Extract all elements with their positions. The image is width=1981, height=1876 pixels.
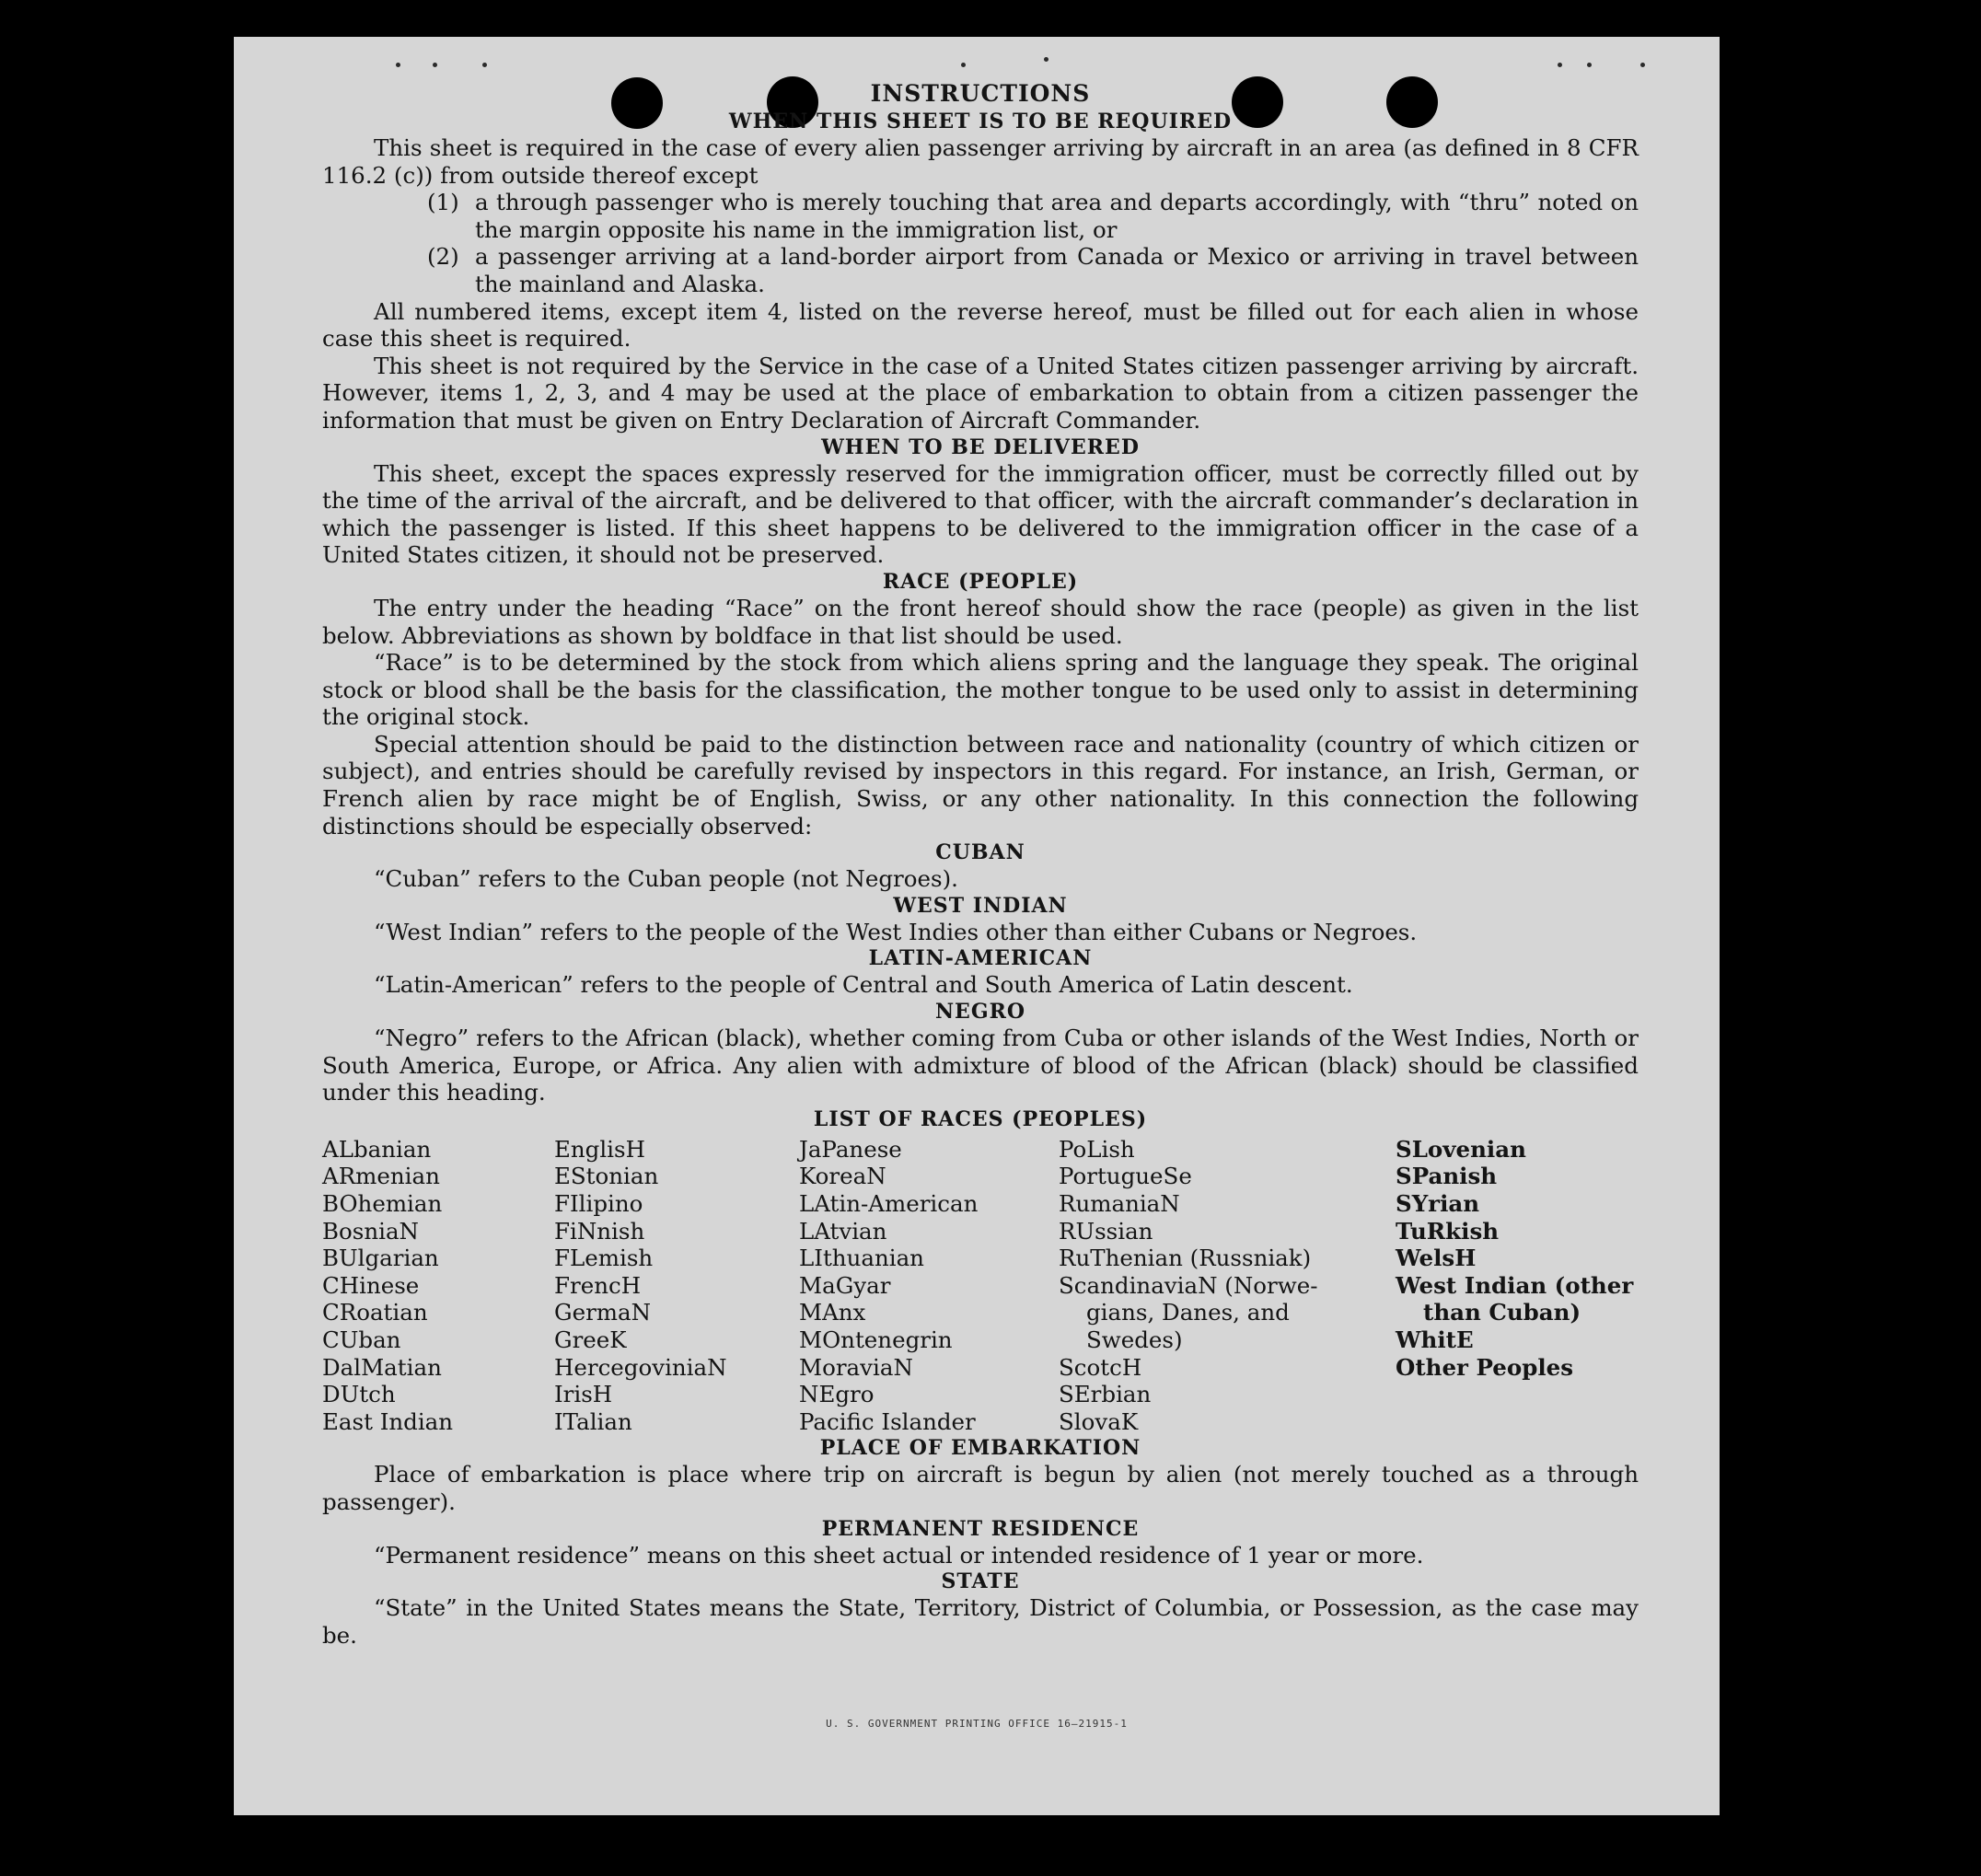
paragraph: “Permanent residence” means on this sheet actual or intended residence of 1 year or more.	[374, 1541, 1424, 1569]
race-column	[799, 1136, 1059, 1436]
race-entry: JaPanese	[799, 1135, 902, 1163]
race-entry: FLemish	[554, 1245, 654, 1272]
race-entry: SYrian	[1396, 1190, 1480, 1217]
race-entry: CHinese	[322, 1271, 420, 1299]
paragraph: This sheet is not required by the Service in the case of a United States citizen passenger arriving by aircraft. However, items 1, 2, 3, and 4 may be used at the place of embarkation to obtain from a citizen passenger the information that must be given on Entry Declaration of Aircraft Commander.	[322, 352, 1639, 434]
section-heading-delivered: WHEN TO BE DELIVERED	[821, 434, 1140, 459]
race-entry: HercegoviniaN	[554, 1353, 727, 1381]
race-entry: MOntenegrin	[799, 1326, 953, 1353]
list-item	[322, 243, 1639, 297]
section-heading-latin-american: LATIN-AMERICAN	[868, 946, 1093, 971]
race-entry: CUban	[322, 1326, 401, 1353]
speck	[1558, 63, 1562, 67]
speck	[1044, 57, 1048, 62]
speck	[1640, 63, 1645, 67]
race-entry: SLovenian	[1396, 1135, 1526, 1163]
race-entry: MAnx	[799, 1299, 866, 1326]
paragraph: This sheet, except the spaces expressly reserved for the immigration officer, must be correctly filled out by the time of the arrival of the aircraft, and be delivered to that officer, with the aircraft commander’s declaration in which the passenger is listed. If this sheet happens to be delivered to the immigration officer in the case of a United States citizen, it should not be preserved.	[322, 459, 1639, 569]
paragraph: “Cuban” refers to the Cuban people (not Negroes).	[374, 865, 958, 893]
race-entry: LIthuanian	[799, 1245, 924, 1272]
race-entry: FIlipino	[554, 1190, 643, 1217]
race-entry: SPanish	[1396, 1163, 1498, 1190]
section-heading-required: WHEN THIS SHEET IS TO BE REQUIRED	[728, 110, 1233, 133]
race-entry: BOhemian	[322, 1190, 443, 1217]
section-heading-negro: NEGRO	[934, 1000, 1026, 1025]
race-entry: MoraviaN	[799, 1353, 913, 1381]
paragraph: “Negro” refers to the African (black), whether coming from Cuba or other islands of the West Indies, North or South America, Europe, or Africa. Any alien with admixture of blood of the African (black) should be classified under this heading.	[322, 1025, 1639, 1106]
race-list	[322, 1136, 1639, 1436]
race-entry: Swedes)	[1086, 1326, 1183, 1353]
race-entry: BosniaN	[322, 1217, 419, 1245]
race-entry: FiNnish	[554, 1217, 645, 1245]
item-text: a through passenger who is merely touching that area and departs accordingly, with “thru” noted on the margin opposite his name in the immigration list, or	[475, 189, 1639, 243]
paragraph: All numbered items, except item 4, listed on the reverse hereof, must be filled out for each alien in whose case this sheet is required.	[322, 297, 1639, 353]
printer-imprint: U. S. GOVERNMENT PRINTING OFFICE 16—21915-1	[826, 1718, 1128, 1730]
section-heading-cuban: CUBAN	[935, 840, 1025, 865]
item-number: (1)	[427, 189, 459, 216]
speck	[433, 63, 437, 67]
race-entry: PoLish	[1059, 1135, 1135, 1163]
race-entry: GreeK	[554, 1326, 627, 1353]
speck	[482, 63, 487, 67]
race-entry: RumaniaN	[1059, 1190, 1180, 1217]
race-entry: LAtvian	[799, 1217, 887, 1245]
section-heading-residence: PERMANENT RESIDENCE	[821, 1516, 1140, 1541]
paragraph: Place of embarkation is place where trip on aircraft is begun by alien (not merely touched as a through passenger).	[322, 1461, 1639, 1515]
item-number: (2)	[427, 243, 459, 271]
race-entry: MaGyar	[799, 1271, 891, 1299]
page-title: INSTRUCTIONS	[870, 80, 1091, 107]
race-entry: RuThenian (Russniak)	[1059, 1245, 1312, 1272]
race-entry: WelsH	[1396, 1245, 1477, 1272]
race-entry: Other Peoples	[1396, 1353, 1574, 1381]
section-heading-race: RACE (PEOPLE)	[882, 569, 1079, 594]
race-entry: CRoatian	[322, 1299, 428, 1326]
race-entry: PortugueSe	[1059, 1163, 1192, 1190]
race-entry: NEgro	[799, 1381, 875, 1408]
race-entry: West Indian (other	[1396, 1271, 1634, 1299]
race-entry: LAtin-American	[799, 1190, 979, 1217]
paragraph: This sheet is required in the case of every alien passenger arriving by aircraft in an area (as defined in 8 CFR 116.2 (c)) from outside thereof except	[322, 134, 1639, 189]
race-entry: ScandinaviaN (Norwe-	[1059, 1271, 1318, 1299]
instructions-content	[322, 79, 1639, 1649]
race-column	[1059, 1136, 1396, 1436]
race-entry: SErbian	[1059, 1381, 1152, 1408]
race-entry: BUlgarian	[322, 1245, 439, 1272]
race-entry: SlovaK	[1059, 1407, 1139, 1435]
section-heading-embarkation: PLACE OF EMBARKATION	[819, 1436, 1141, 1461]
race-entry: Pacific Islander	[799, 1407, 976, 1435]
race-entry: EnglisH	[554, 1135, 645, 1163]
paragraph: “West Indian” refers to the people of the West Indies other than either Cubans or Negroes.	[374, 918, 1418, 945]
item-text: a passenger arriving at a land-border airport from Canada or Mexico or arriving in travel between the mainland and Alaska.	[475, 243, 1639, 297]
section-heading-state: STATE	[941, 1569, 1020, 1594]
paragraph: The entry under the heading “Race” on the front hereof should show the race (people) as given in the list below. Abbreviations as shown by boldface in that list should be used.	[322, 594, 1639, 649]
race-entry: FrencH	[554, 1271, 642, 1299]
race-entry: East Indian	[322, 1407, 454, 1435]
race-entry: than Cuban)	[1423, 1299, 1581, 1326]
section-heading-list-of-races: LIST OF RACES (PEOPLES)	[813, 1106, 1148, 1131]
race-entry: DalMatian	[322, 1353, 442, 1381]
race-entry: RUssian	[1059, 1217, 1153, 1245]
section-heading-west-indian: WEST INDIAN	[893, 893, 1068, 918]
race-column	[554, 1136, 799, 1436]
race-entry: WhitE	[1396, 1326, 1474, 1353]
speck	[1587, 63, 1592, 67]
race-entry: KoreaN	[799, 1163, 886, 1190]
race-column	[1396, 1136, 1639, 1436]
speck	[396, 63, 400, 67]
race-entry: DUtch	[322, 1381, 396, 1408]
race-entry: gians, Danes, and	[1086, 1299, 1290, 1326]
race-entry: EStonian	[554, 1163, 659, 1190]
race-entry: TuRkish	[1396, 1217, 1500, 1245]
paragraph: Special attention should be paid to the distinction between race and nationality (country of which citizen or subject), and entries should be carefully revised by inspectors in this regard. For instance, an Irish, German, or French alien by race might be of English, Swiss, or any other nationality. In this connection the following distinctions should be especially observed:	[322, 730, 1639, 840]
paragraph: “Latin-American” refers to the people of Central and South America of Latin descent.	[374, 971, 1353, 999]
list-item	[322, 189, 1639, 243]
speck	[961, 63, 966, 67]
race-column	[322, 1136, 554, 1436]
document-page	[234, 37, 1720, 1815]
race-entry: ARmenian	[322, 1163, 440, 1190]
paragraph: “Race” is to be determined by the stock from which aliens spring and the language they speak. The original stock or blood shall be the basis for the classification, the mother tongue to be used only to assist in determining the original stock.	[322, 649, 1639, 731]
race-entry: ALbanian	[322, 1135, 432, 1163]
paragraph: “State” in the United States means the State, Territory, District of Columbia, or Possession, as the case may be.	[322, 1594, 1639, 1649]
race-entry: ITalian	[554, 1407, 632, 1435]
race-entry: ScotcH	[1059, 1353, 1142, 1381]
race-entry: IrisH	[554, 1381, 613, 1408]
race-entry: GermaN	[554, 1299, 652, 1326]
